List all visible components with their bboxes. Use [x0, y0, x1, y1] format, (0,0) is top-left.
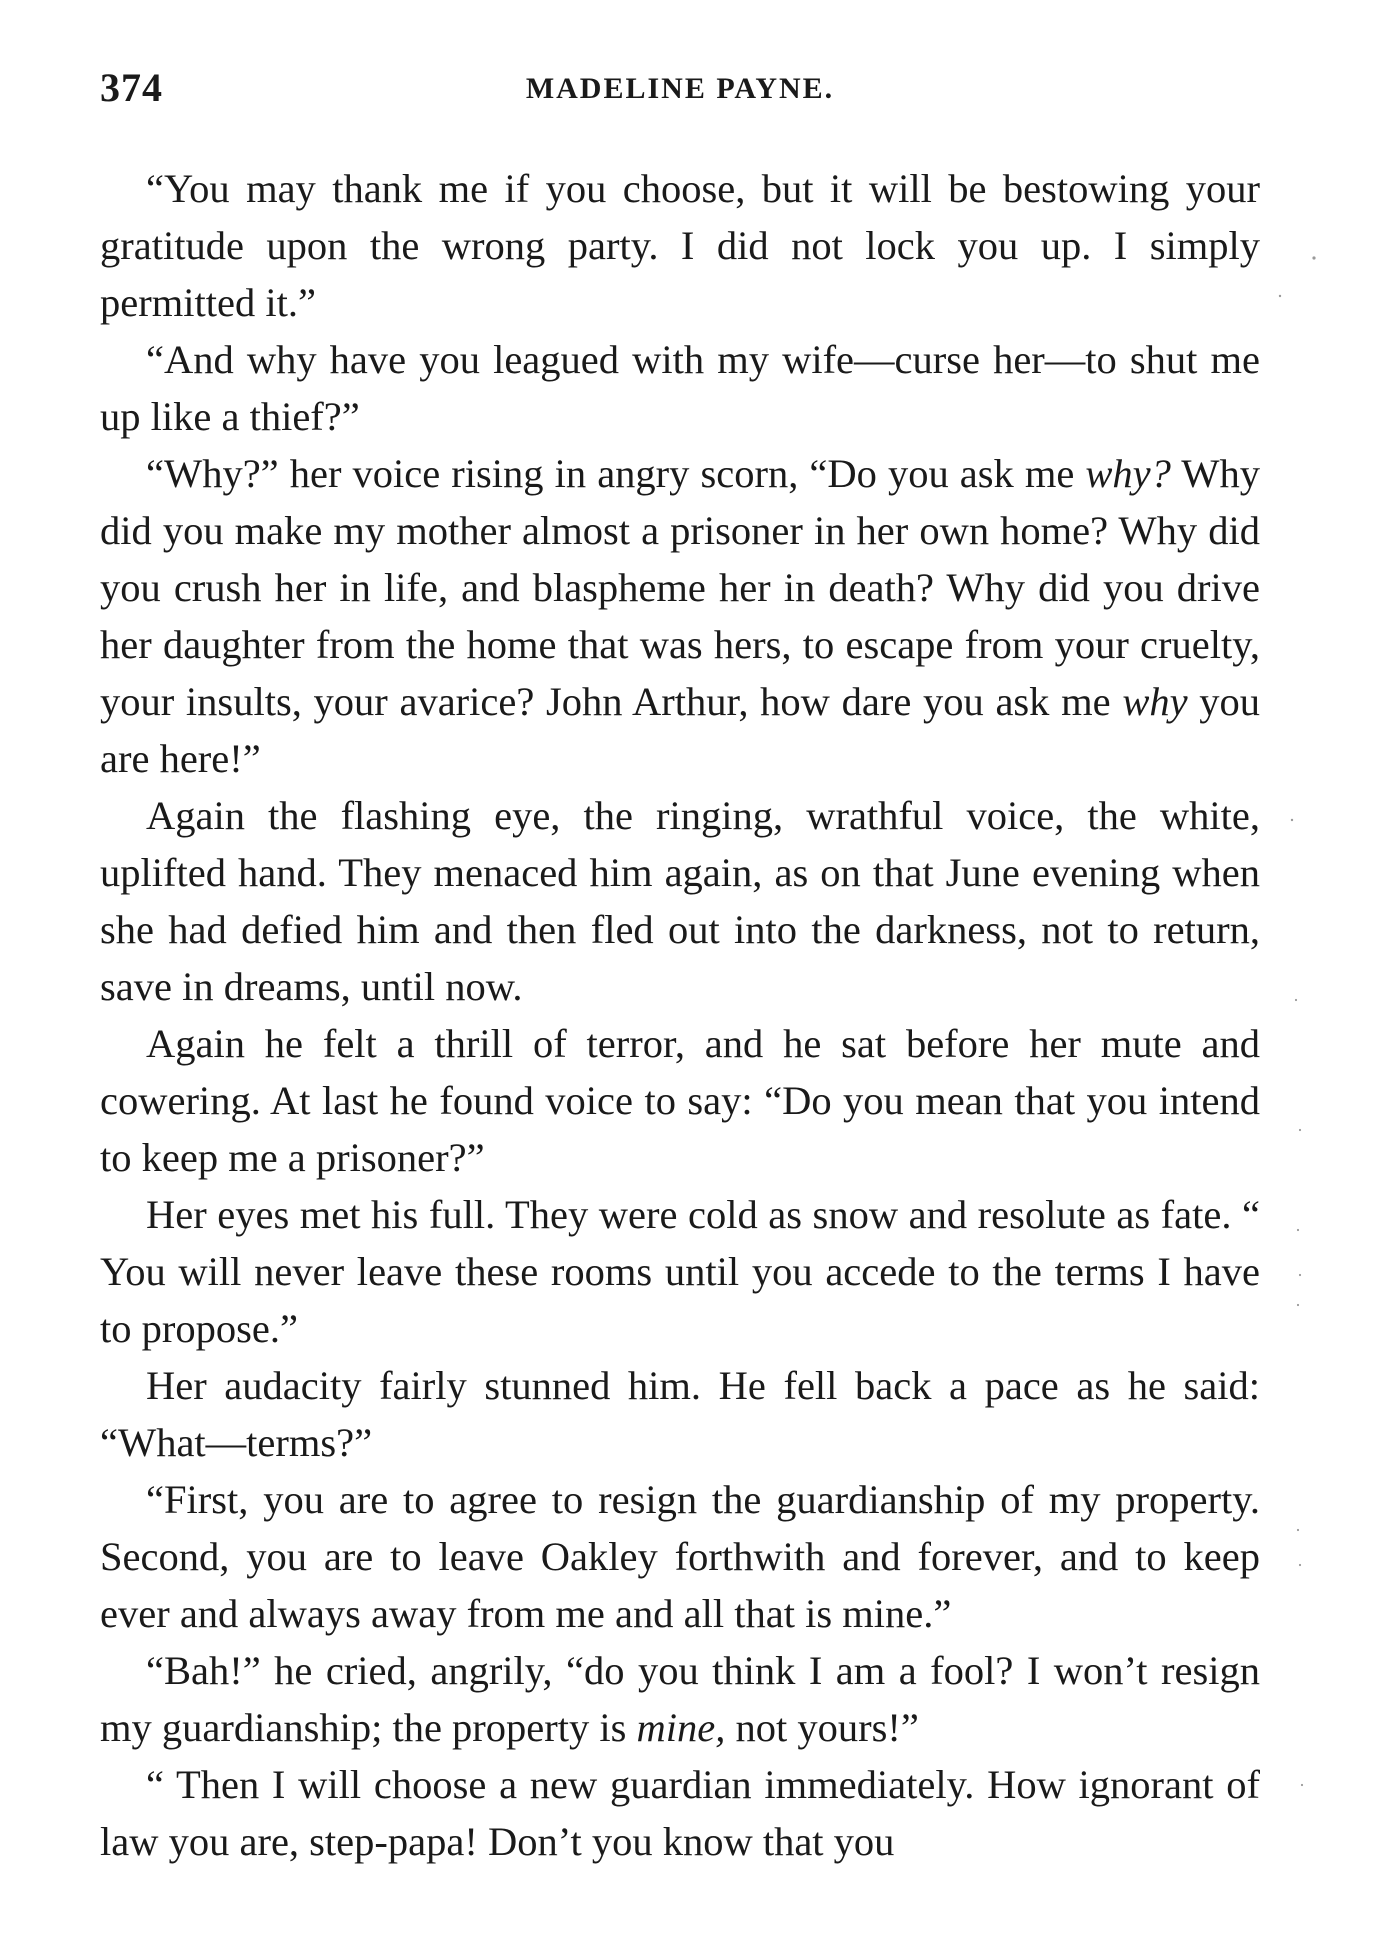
paragraph [100, 445, 1260, 787]
paragraph-text: Why did you make my mother almost a prisoner in her own home? Why did you crush her in life, and blaspheme her in death? Why did you drive her daughter from the home that was hers, to escape from your cruelty, your insults, your avarice? John Arthur, how dare you ask me [100, 451, 1260, 724]
paragraph [100, 1186, 1260, 1357]
paragraph-text: “And why have you leagued with my wife—curse her—to shut me up like a thief?” [100, 337, 1260, 439]
emphasis-text: why [1122, 679, 1188, 724]
emphasis-text: mine, [636, 1705, 726, 1750]
paragraph-text: “ Then I will choose a new guardian immediately. How ignorant of law you are, step-papa! Don’t you know that you [100, 1762, 1260, 1864]
paragraph-text: “First, you are to agree to resign the guardianship of my property. Second, you are to leave Oakley forthwith and forever, and to keep ever and always away from me and all that is mine.” [100, 1477, 1260, 1636]
paragraph-text: Her eyes met his full. They were cold as snow and resolute as fate. “ You will never leave these rooms until you accede to the terms I have to propose.” [100, 1192, 1260, 1351]
paragraph [100, 1357, 1260, 1471]
paragraph [100, 1015, 1260, 1186]
paragraph-text: you are here!” [100, 679, 1261, 781]
page-header [100, 64, 1260, 124]
running-title: MADELINE PAYNE. [525, 72, 835, 105]
paragraph-text: “Why?” her voice rising in angry scorn, “Do you ask me [146, 451, 1086, 496]
paragraph [100, 1471, 1260, 1642]
paragraph-text: Her audacity fairly stunned him. He fell back a pace as he said: “What—terms?” [100, 1363, 1260, 1465]
paragraph-text: “Bah!” he cried, angrily, “do you think I am a fool? I won’t resign my guardianship; the property is [100, 1648, 1260, 1750]
body-text [100, 160, 1260, 1870]
margin-specks [1262, 0, 1382, 1943]
paragraph-text: not yours!” [725, 1705, 919, 1750]
paragraph-text: Again the flashing eye, the ringing, wrathful voice, the white, uplifted hand. They menaced him again, as on that June evening when she had defied him and then fled out into the darkness, not to return, save in dreams, until now. [100, 793, 1260, 1009]
paragraph-text: Again he felt a thrill of terror, and he sat before her mute and cowering. At last he found voice to say: “Do you mean that you intend to keep me a prisoner?” [100, 1021, 1260, 1180]
paragraph [100, 787, 1260, 1015]
paragraph [100, 331, 1260, 445]
paragraph-text: “You may thank me if you choose, but it will be bestowing your gratitude upon the wrong party. I did not lock you up. I simply permitted it.” [100, 166, 1260, 325]
paragraph [100, 1756, 1260, 1870]
emphasis-text: why? [1085, 451, 1171, 496]
paragraph [100, 160, 1260, 331]
paragraph [100, 1642, 1260, 1756]
page-number: 374 [100, 65, 163, 110]
